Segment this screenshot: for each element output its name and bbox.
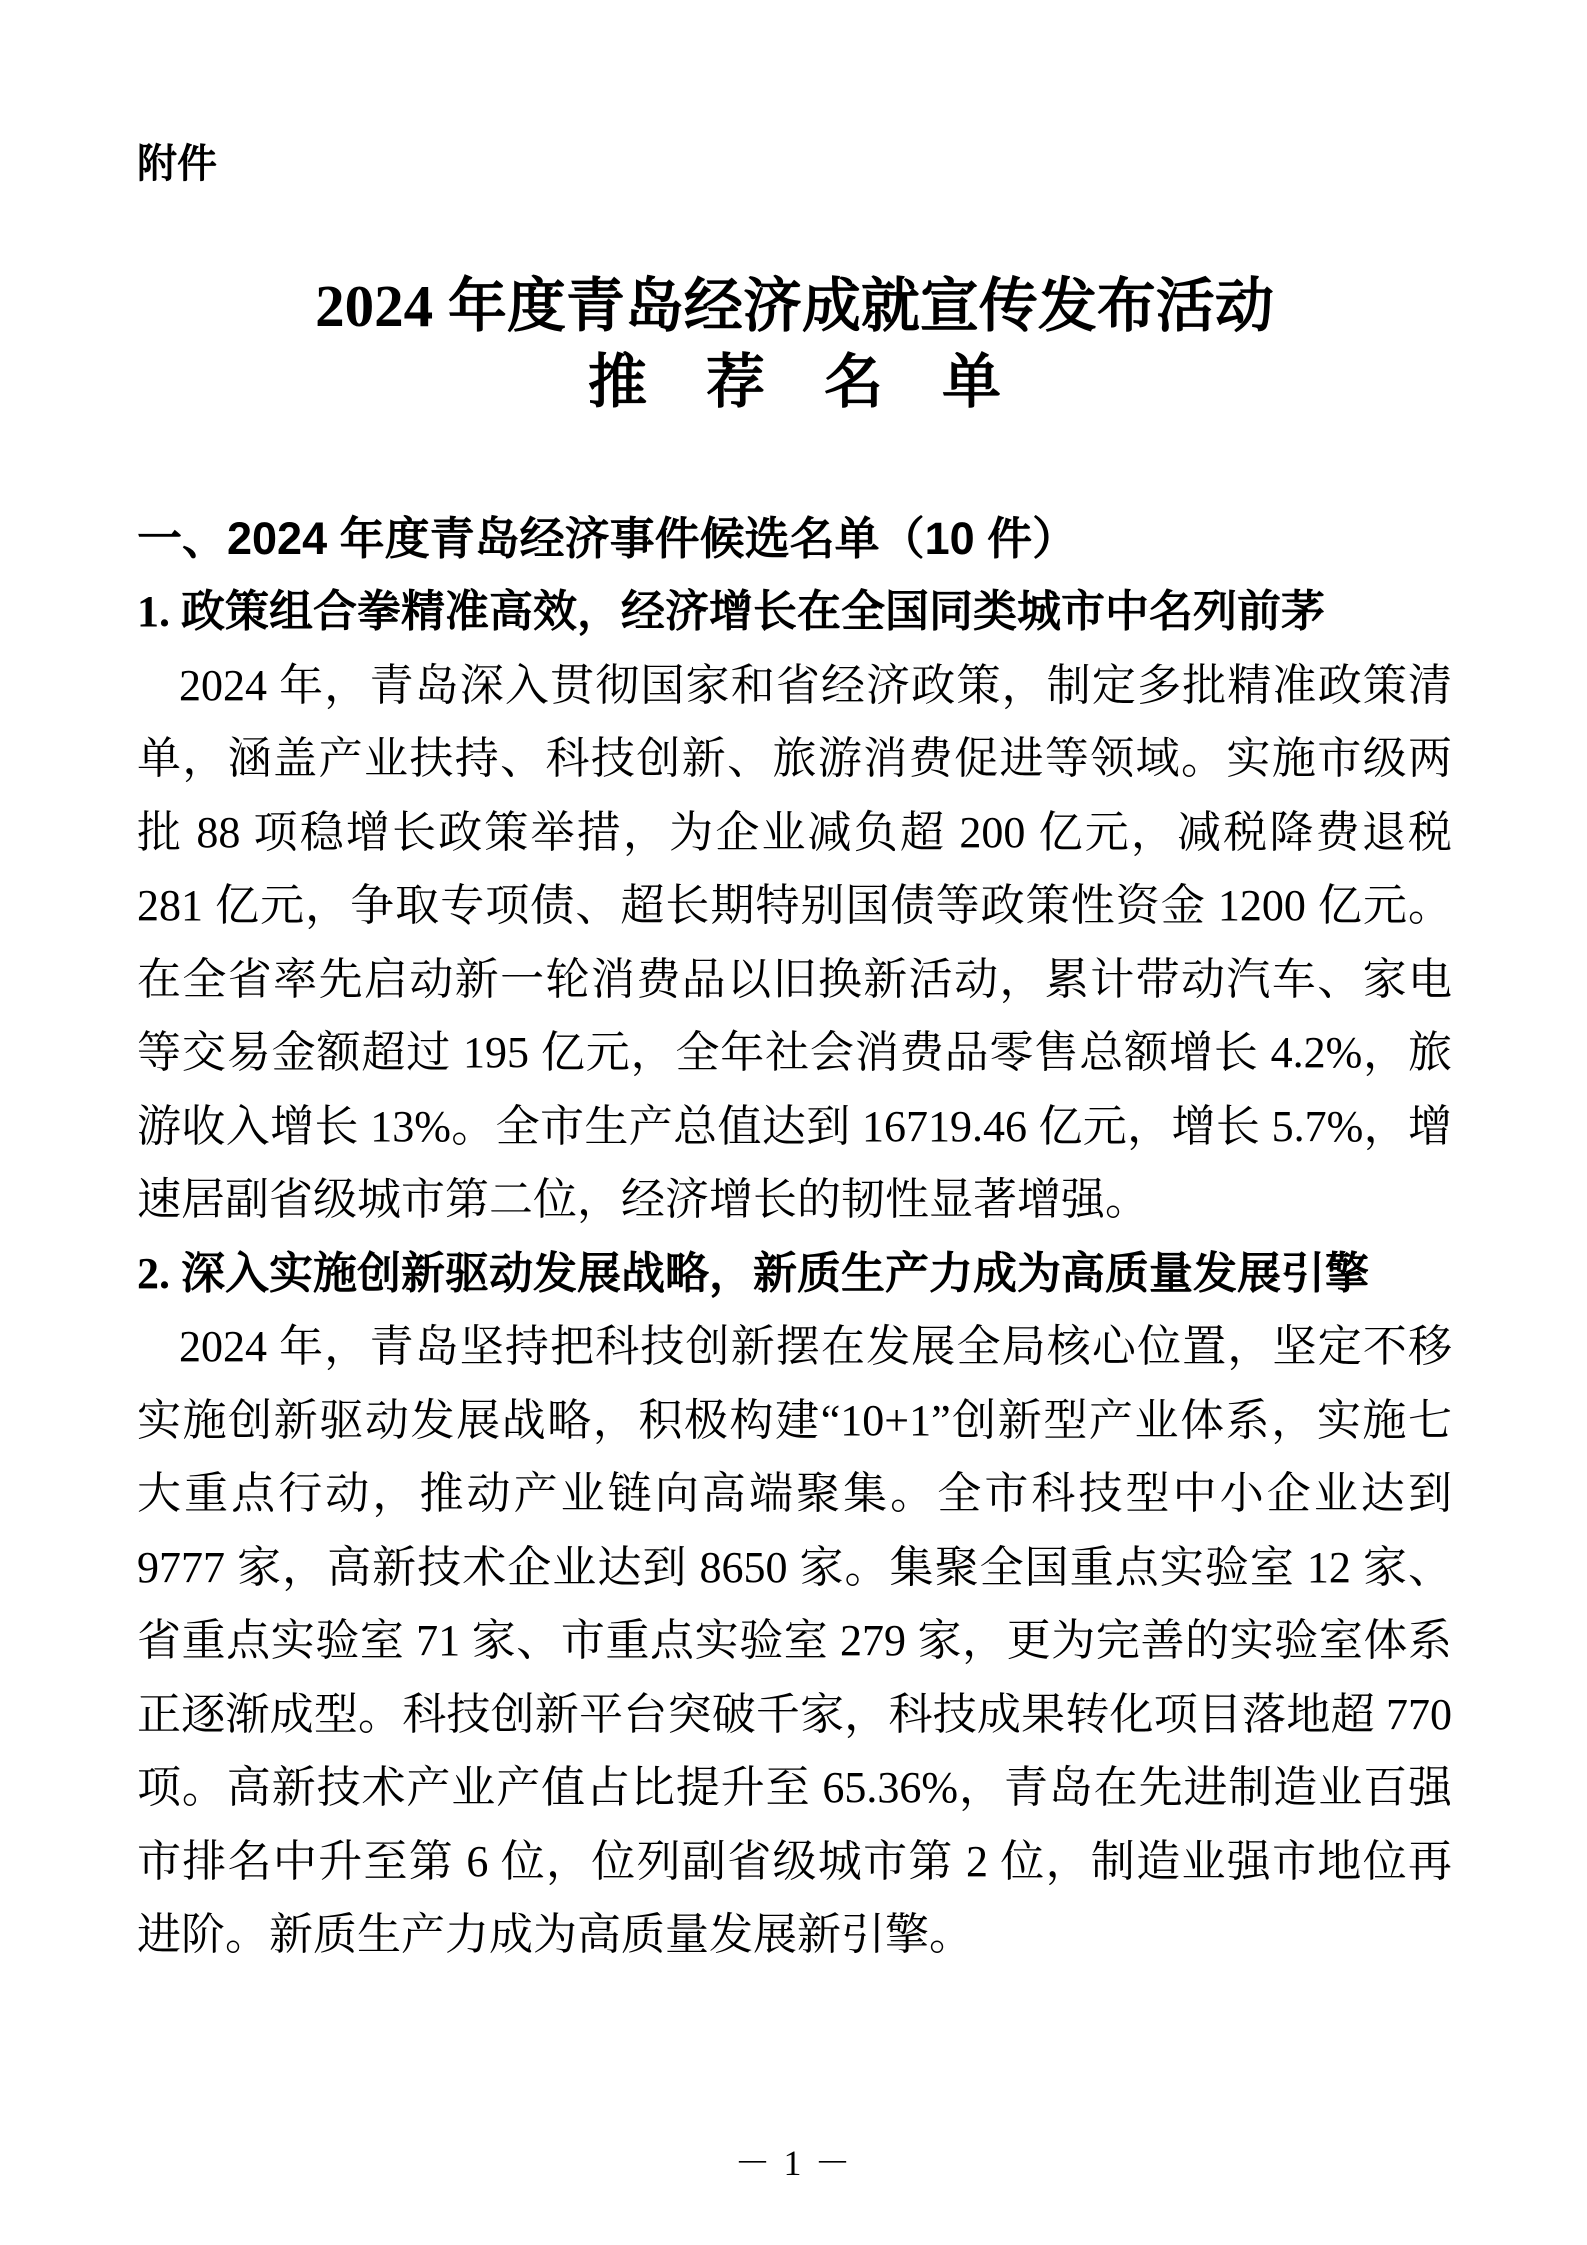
document-title <box>137 268 1452 420</box>
page-number: － 1 － <box>734 2143 853 2183</box>
list-item-1 <box>137 575 1452 1237</box>
section-heading: 一、2024 年度青岛经济事件候选名单（10 件） <box>137 513 1078 564</box>
title-line-1: 2024 年度青岛经济成就宣传发布活动 <box>315 273 1274 339</box>
list-item-2 <box>137 1237 1452 1972</box>
attachment-label: 附件 <box>137 142 217 186</box>
title-line-2: 推 荐 名 单 <box>587 349 1001 415</box>
item-2-body: 2024 年，青岛坚持把科技创新摆在发展全局核心位置，坚定不移实施创新驱动发展战略，积极构建“10+1”创新型产业体系，实施七大重点行动，推动产业链向高端聚集。全市科技型中小企业达到 9777 家，高新技术企业达到 8650 家。集聚全国重点实验室 12 家、省重点实验室 71 家、市重点实验室 279 家，更为完善的实验室体系正逐渐成型。科技创新平台突破千家，科技成果转化项目落地超 770 项。高新技术产业产值占比提升至 65.36%，青岛在先进制造业百强市排名中升至第 6 位，位列副省级城市第 2 位，制造业强市地位再进阶。新质生产力成为高质量发展新引擎。 <box>137 1322 1452 1959</box>
item-1-body: 2024 年，青岛深入贯彻国家和省经济政策，制定多批精准政策清单，涵盖产业扶持、科技创新、旅游消费促进等领域。实施市级两批 88 项稳增长政策举措，为企业减负超 200 亿元，减税降费退税 281 亿元，争取专项债、超长期特别国债等政策性资金 1200 亿元。在全省率先启动新一轮消费品以旧换新活动，累计带动汽车、家电等交易金额超过 195 亿元，全年社会消费品零售总额增长 4.2%，旅游收入增长 13%。全市生产总值达到 16719.46 亿元，增长 5.7%，增速居副省级城市第二位，经济增长的韧性显著增强。 <box>137 660 1452 1224</box>
item-1-heading: 1. 政策组合拳精准高效，经济增长在全国同类城市中名列前茅 <box>137 587 1325 636</box>
item-2-heading: 2. 深入实施创新驱动发展战略，新质生产力成为高质量发展引擎 <box>137 1248 1369 1298</box>
